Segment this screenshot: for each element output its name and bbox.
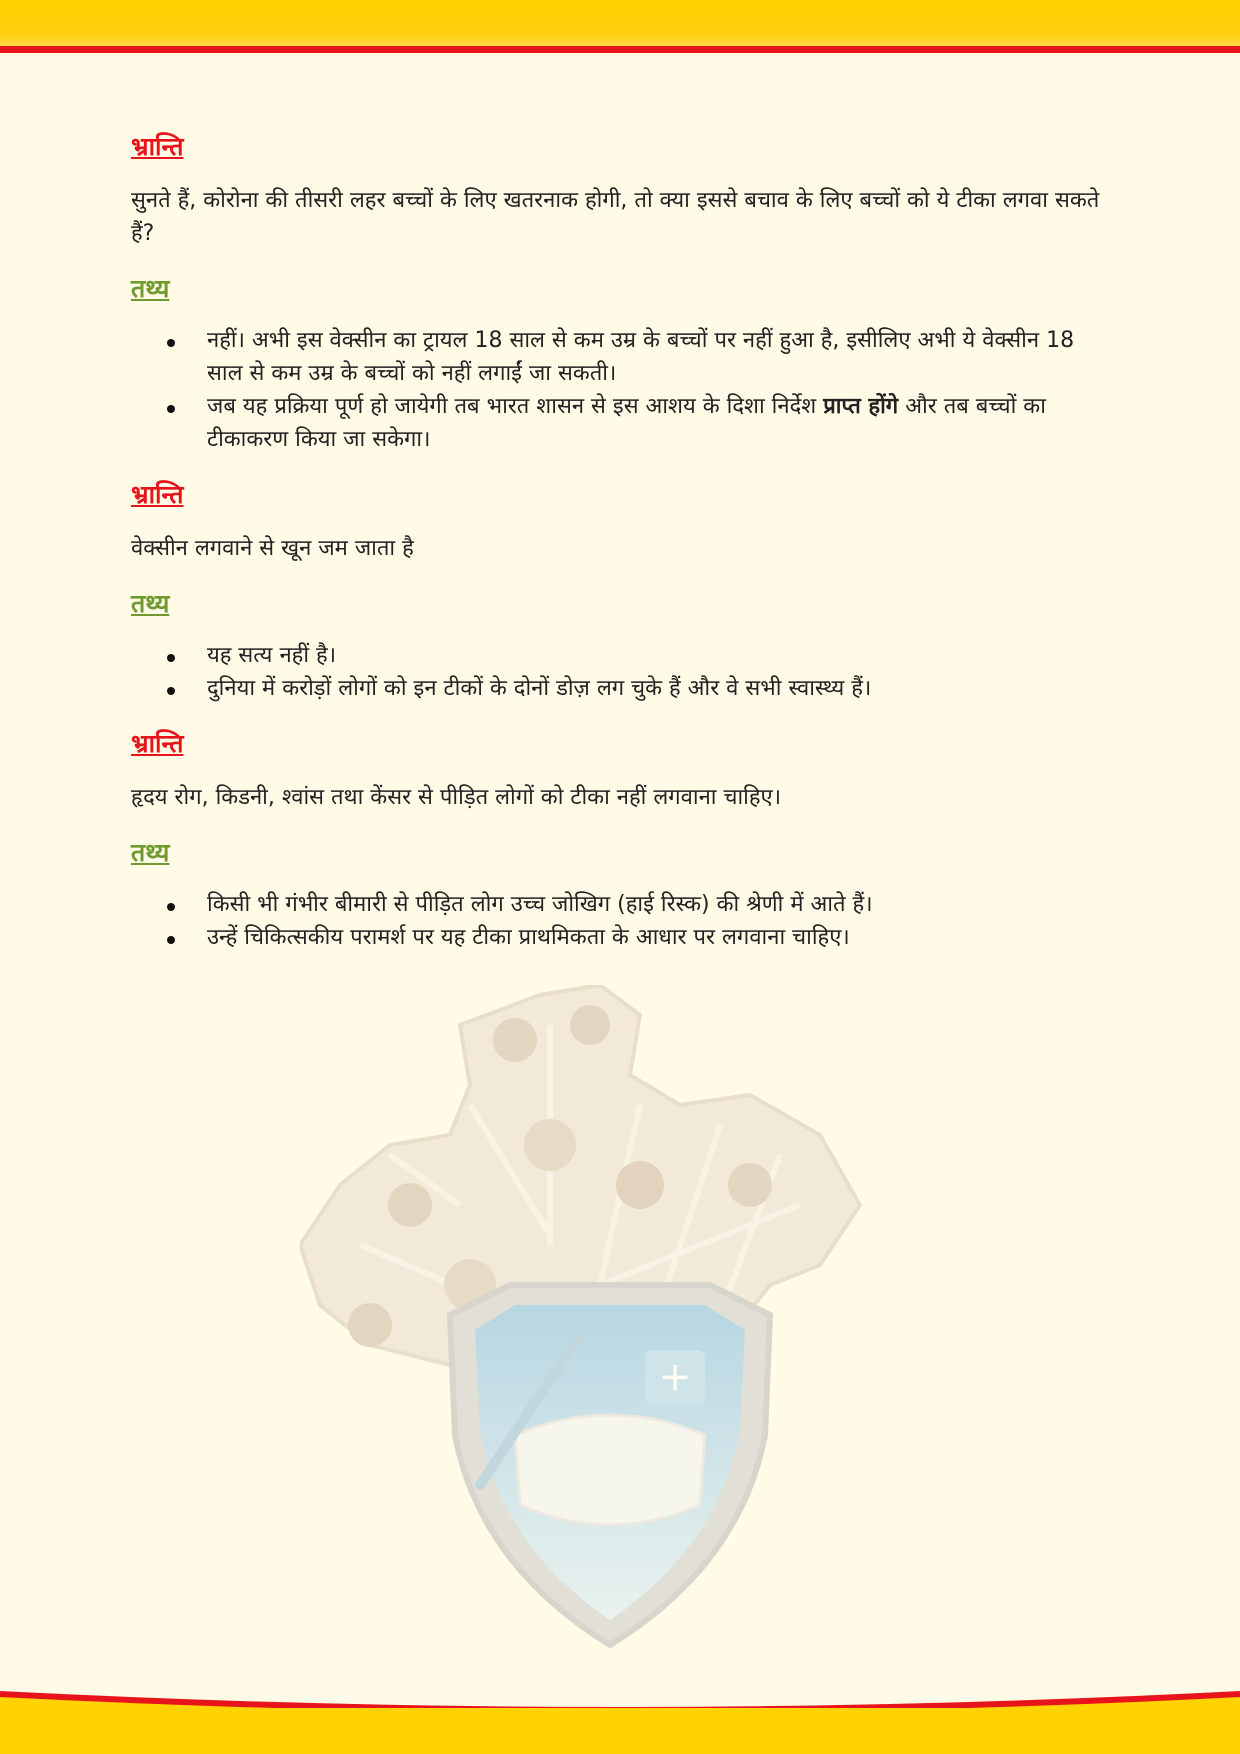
fact-item: किसी भी गंभीर बीमारी से पीड़ित लोग उच्च जोखिग (हाई रिस्क) की श्रेणी में आते हैं। <box>207 888 1116 921</box>
fact-heading: तथ्य <box>131 838 170 867</box>
fact-item-text: जब यह प्रक्रिया पूर्ण हो जायेगी तब भारत शासन से इस आशय के दिशा निर्देश <box>207 394 824 419</box>
fact-list <box>131 888 1116 954</box>
fact-item: यह सत्य नहीं है। <box>207 639 1116 672</box>
myth-heading: भ्रान्ति <box>131 729 184 758</box>
fact-item-text: और तब बच्चों का टीकाकरण किया जा सकेगा। <box>207 394 1046 452</box>
myth-text: सुनते हैं, कोरोना की तीसरी लहर बच्चों के लिए खतरनाक होगी, तो क्या इससे बचाव के लिए बच्चों को ये टीका लगवा सकते हैं? <box>131 188 1100 246</box>
map-shield-watermark-icon <box>300 985 950 1665</box>
fact-list <box>131 324 1116 456</box>
myth-text: वेक्सीन लगवाने से खून जम जाता है <box>131 536 414 561</box>
myth-text: हृदय रोग, किडनी, श्वांस तथा केंसर से पीड़ित लोगों को टीका नहीं लगवाना चाहिए। <box>131 785 782 810</box>
fact-heading: तथ्य <box>131 274 170 303</box>
header-rule <box>0 46 1240 53</box>
header-band <box>0 0 1240 48</box>
fact-item: दुनिया में करोड़ों लोगों को इन टीकों के दोनों डोज़ लग चुके हैं और वे सभी स्वास्थ्य हैं। <box>207 672 1116 705</box>
myth-heading: भ्रान्ति <box>131 132 184 161</box>
myth-fact-section <box>131 727 1116 954</box>
fact-list <box>131 639 1116 705</box>
fact-item <box>207 390 1116 456</box>
myth-fact-section <box>131 130 1116 456</box>
cross-symbol: + <box>658 1354 692 1400</box>
fact-item: नहीं। अभी इस वेक्सीन का ट्रायल 18 साल से कम उम्र के बच्चों पर नहीं हुआ है, इसीलिए अभी ये वेक्सीन 18 साल से कम उम्र के बच्चों को नहीं लगाईं जा सकती। <box>207 324 1116 390</box>
fact-item: उन्हें चिकित्सकीय परामर्श पर यह टीका प्राथमिकता के आधार पर लगवाना चाहिए। <box>207 921 1116 954</box>
myth-heading: भ्रान्ति <box>131 480 184 509</box>
footer-band <box>0 1708 1240 1754</box>
fact-heading: तथ्य <box>131 589 170 618</box>
myth-fact-section <box>131 478 1116 705</box>
myth-fact-content <box>131 130 1116 976</box>
fact-item-bold-text: प्राप्त होंगे <box>823 394 899 419</box>
